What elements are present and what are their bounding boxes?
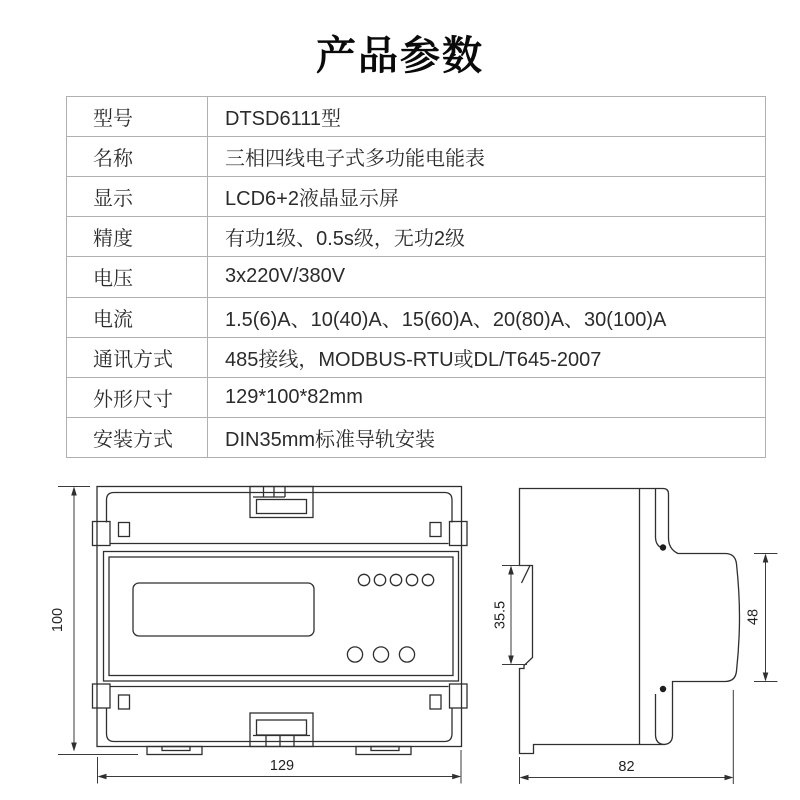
row-value: DIN35mm标准导轨安装 <box>207 418 765 457</box>
technical-drawings <box>0 470 800 800</box>
row-label: 电压 <box>93 268 133 291</box>
row-label: 名称 <box>93 148 133 171</box>
row-label: 安装方式 <box>93 428 173 451</box>
table-row-communication <box>67 337 765 377</box>
row-label: 型号 <box>93 108 133 131</box>
table-row-display <box>67 176 765 216</box>
dimension-depth <box>520 690 734 784</box>
rail-notch-flag <box>522 566 531 584</box>
face-panel-inner <box>109 557 453 676</box>
table-row-current <box>67 297 765 337</box>
row-value: 1.5(6)A、10(40)A、15(60)A、20(80)A、30(100)A <box>207 298 765 337</box>
row-value: 三相四线电子式多功能电能表 <box>207 137 765 176</box>
screw-top-right <box>430 523 441 537</box>
dim-label-rail: 35.5 <box>492 600 509 630</box>
foot-right-notch <box>371 747 399 751</box>
dimension-height <box>50 487 138 755</box>
row-value: 485接线，MODBUS-RTU或DL/T645-2007 <box>207 338 765 377</box>
page-title: 产品参数 <box>316 34 484 78</box>
table-row-mounting <box>67 417 765 457</box>
screw-top-left <box>119 523 130 537</box>
row-label: 外形尺寸 <box>93 388 173 411</box>
panel-buttons <box>347 647 414 662</box>
row-value: DTSD6111型 <box>207 97 765 136</box>
bottom-seal-ticks <box>253 736 310 747</box>
front-view-drawing <box>50 487 467 784</box>
foot-left-notch <box>162 747 190 751</box>
clip-bottom-left <box>93 684 111 708</box>
row-value: 有功1级、0.5s级，无功2级 <box>207 217 765 256</box>
row-label: 通讯方式 <box>93 348 173 371</box>
table-row-name <box>67 136 765 176</box>
side-screw-top <box>660 544 666 550</box>
dimension-rail <box>493 566 528 665</box>
row-label: 精度 <box>93 228 133 251</box>
dim-label-width: 129 <box>269 758 295 774</box>
top-seal-tab-inner <box>257 500 307 514</box>
top-seal-tab <box>250 487 313 518</box>
table-row-dimensions <box>67 377 765 417</box>
table-row-model <box>67 97 765 136</box>
spec-table <box>66 96 766 458</box>
meter-body-outline <box>97 487 462 747</box>
cover-strip-top <box>656 489 666 550</box>
table-row-voltage <box>67 256 765 296</box>
table-row-accuracy <box>67 216 765 256</box>
lcd-screen <box>133 583 314 636</box>
screw-bottom-right <box>430 695 441 709</box>
row-value: 129*100*82mm <box>207 378 765 417</box>
row-value: 3x220V/380V <box>207 257 765 296</box>
row-label: 电流 <box>93 308 133 331</box>
side-view-drawing <box>493 489 778 785</box>
dim-label-face: 48 <box>745 608 762 626</box>
led-indicators <box>358 574 433 585</box>
row-label: 显示 <box>93 188 133 211</box>
clip-top-left <box>93 522 111 546</box>
clip-top-right <box>450 522 468 546</box>
row-value: LCD6+2液晶显示屏 <box>207 177 765 216</box>
dim-label-depth: 82 <box>618 759 635 775</box>
dimension-drawings-svg <box>0 470 800 800</box>
screw-bottom-left <box>119 695 130 709</box>
side-screw-bottom <box>660 686 666 692</box>
dim-label-height: 100 <box>50 607 66 633</box>
cover-strip-bottom <box>656 694 666 745</box>
side-profile-outline <box>520 489 740 754</box>
top-seal-ticks <box>253 487 285 498</box>
bottom-seal-tab-inner <box>257 720 307 735</box>
dimension-face <box>746 554 778 682</box>
clip-bottom-right <box>450 684 468 708</box>
